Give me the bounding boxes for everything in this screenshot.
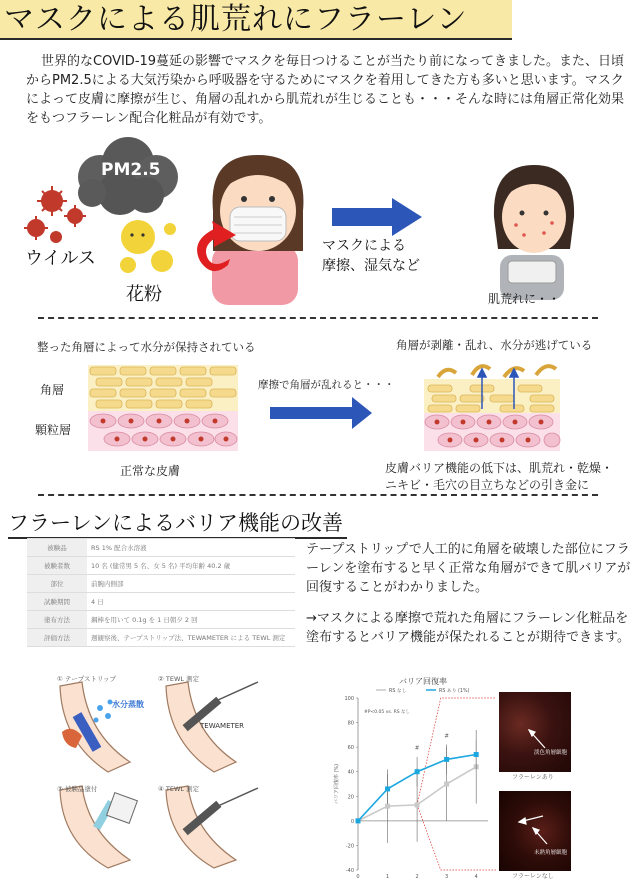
study-table-key: 部位	[27, 575, 87, 593]
photo-top-label: 淡色角層細胞	[534, 750, 568, 756]
virus-icon	[24, 186, 86, 243]
data-point	[385, 786, 390, 791]
study-table-key: 試験期間	[27, 593, 87, 611]
intro-paragraph	[26, 52, 636, 128]
zoom-line-top	[414, 698, 496, 805]
study-table-value: RS 1% 配合水溶液	[87, 539, 295, 557]
tewameter-label: TEWAMETER	[200, 722, 245, 730]
skin-arrow-label: 摩擦で角層が乱れると・・・	[258, 379, 395, 391]
step4-text: TEWL 測定	[165, 785, 200, 793]
description-2: →マスクによる摩擦で荒れた角層にフラーレン化粧品を塗布するとバリア機能が保たれることが期待できます。	[306, 611, 630, 645]
data-point	[415, 769, 420, 774]
result-line2: ニキビ・毛穴の目立ちなどの引き金に	[385, 478, 590, 492]
study-table-row	[27, 611, 295, 629]
rough-skin-label: 肌荒れに・・	[488, 292, 561, 306]
barrier-result-text	[385, 460, 613, 494]
granular-layer-label: 顆粒層	[35, 423, 72, 437]
photo-top-caption: フラーレンあり	[512, 774, 554, 781]
step3-label	[57, 785, 97, 794]
data-point	[415, 802, 420, 807]
step2-marker: ②	[158, 675, 164, 683]
section2-title: フラーレンによるバリア機能の改善	[8, 509, 347, 539]
y-axis-label: バリア回復率 (%)	[334, 763, 340, 805]
study-table-value: 4 日	[87, 593, 295, 611]
study-table-value: 前腕内側部	[87, 575, 295, 593]
skin-layer-diagram	[0, 355, 644, 460]
virus-label: ウイルス	[25, 248, 96, 269]
step3-text: 被験品塗付	[64, 785, 98, 793]
photo-bottom-label: 未熟角層細胞	[534, 850, 568, 856]
study-table-key: 塗布方法	[27, 611, 87, 629]
data-point	[474, 752, 479, 757]
damaged-skin-caption: 角層が剥離・乱れ、水分が逃げている	[396, 338, 593, 352]
y-tick-label: -20	[345, 843, 354, 850]
study-description	[306, 540, 638, 647]
study-table	[27, 538, 295, 647]
horny-layer-label: 角層	[40, 383, 65, 397]
pollen-icon	[120, 220, 176, 273]
page-title: マスクによる肌荒れにフラーレン	[4, 2, 468, 37]
study-table-row	[27, 593, 295, 611]
water-evaporation-label: 水分蒸散	[112, 700, 144, 709]
photo-arrows	[499, 692, 571, 872]
step1-label	[57, 675, 116, 684]
significance-mark: #	[414, 745, 420, 752]
x-tick-label: 3	[445, 874, 449, 880]
description-1: テープストリップで人工的に角層を破壊した部位にフラーレンを塗布すると早く正常な角層ができて肌バリアが回復することがわかりました。	[306, 542, 631, 595]
normal-horny-layer	[88, 365, 238, 411]
mask-illustration	[0, 125, 644, 310]
study-table-key: 評価方法	[27, 629, 87, 647]
study-table-value: 鋼棒を用いて 0.1g を 1 日朝夕 2 回	[87, 611, 295, 629]
data-point	[444, 757, 449, 762]
y-tick-label: 80	[347, 720, 354, 727]
damaged-horny-layer	[424, 366, 560, 413]
rough-skin-person-illustration	[494, 165, 574, 300]
study-table-row	[27, 539, 295, 557]
pollen-label: 花粉	[126, 284, 162, 305]
photo-bottom-caption: フラーレンなし	[512, 873, 554, 880]
normal-skin-caption: 整った角層によって水分が保持されている	[37, 340, 256, 354]
y-tick-label: -40	[345, 868, 354, 874]
right-arrow-icon	[332, 198, 422, 236]
arrow-label-line2: 摩擦、湿気など	[322, 258, 420, 274]
normal-granular-layer	[88, 411, 238, 451]
y-tick-label: 40	[347, 769, 354, 776]
x-tick-label: 1	[385, 874, 390, 880]
zoom-line-bottom	[417, 805, 496, 870]
study-table-key: 被験品	[27, 539, 87, 557]
y-tick-label: 60	[347, 745, 354, 752]
step2-label	[158, 675, 199, 684]
legend-label: RS なし	[389, 689, 407, 694]
step1-text: テープストリップ	[64, 675, 117, 683]
data-point	[385, 804, 390, 809]
step4-marker: ④	[158, 785, 164, 793]
water-drop-icon	[94, 700, 113, 723]
significance-mark: #	[444, 733, 449, 740]
legend-label: RS あり (1%)	[439, 689, 470, 694]
step2-text: TEWL 測定	[165, 675, 200, 683]
chart-note: #P<0.05 vs. RS なし	[364, 710, 410, 715]
study-table-row	[27, 575, 295, 593]
step4-label	[158, 785, 199, 794]
data-point	[356, 818, 361, 823]
intro-text: 世界的なCOVID-19蔓延の影響でマスクを毎日つけることが当たり前になってきました。また、日頃からPM2.5による大気汚染から呼吸器を守るためにマスクを着用してきた方も多いと思います。マスクによって皮膚に摩擦が生じ、角層の乱れから肌荒れが生じることも・・・そんな時には角層正常化効果をもつフラーレン配合化粧品が有効です。	[26, 54, 625, 126]
study-table-value: 週観察後、テープストリップ法、TEWAMETER による TEWL 測定	[87, 629, 295, 647]
normal-skin-label: 正常な皮膚	[120, 464, 181, 478]
skin-arrow-icon	[270, 397, 372, 429]
procedure-illustration	[48, 672, 268, 872]
x-tick-label: 0	[356, 874, 360, 880]
study-table-row	[27, 629, 295, 647]
study-table-key: 被験者数	[27, 557, 87, 575]
pm-label: PM2.5	[101, 160, 161, 180]
divider	[38, 317, 598, 319]
damaged-granular-layer	[424, 413, 560, 451]
step3-marker: ③	[57, 785, 63, 793]
study-table-value: 10 名 (健常男 5 名、女 5 名) 平均年齢 40.2 歳	[87, 557, 295, 575]
x-tick-label: 4	[474, 874, 478, 880]
arrow-label	[322, 236, 420, 276]
data-point	[444, 782, 449, 787]
result-line1: 皮膚バリア機能の低下は、肌荒れ・乾燥・	[385, 461, 614, 475]
y-tick-label: 20	[347, 794, 354, 801]
y-tick-label: 0	[350, 818, 354, 825]
y-tick-label: 100	[344, 696, 354, 702]
chart-title: バリア回復率	[399, 677, 447, 686]
study-table-row	[27, 557, 295, 575]
divider	[38, 494, 598, 496]
barrier-recovery-chart	[330, 674, 496, 880]
step1-marker: ①	[57, 675, 63, 683]
arrow-label-line1: マスクによる	[322, 238, 406, 254]
x-tick-label: 2	[415, 874, 419, 880]
